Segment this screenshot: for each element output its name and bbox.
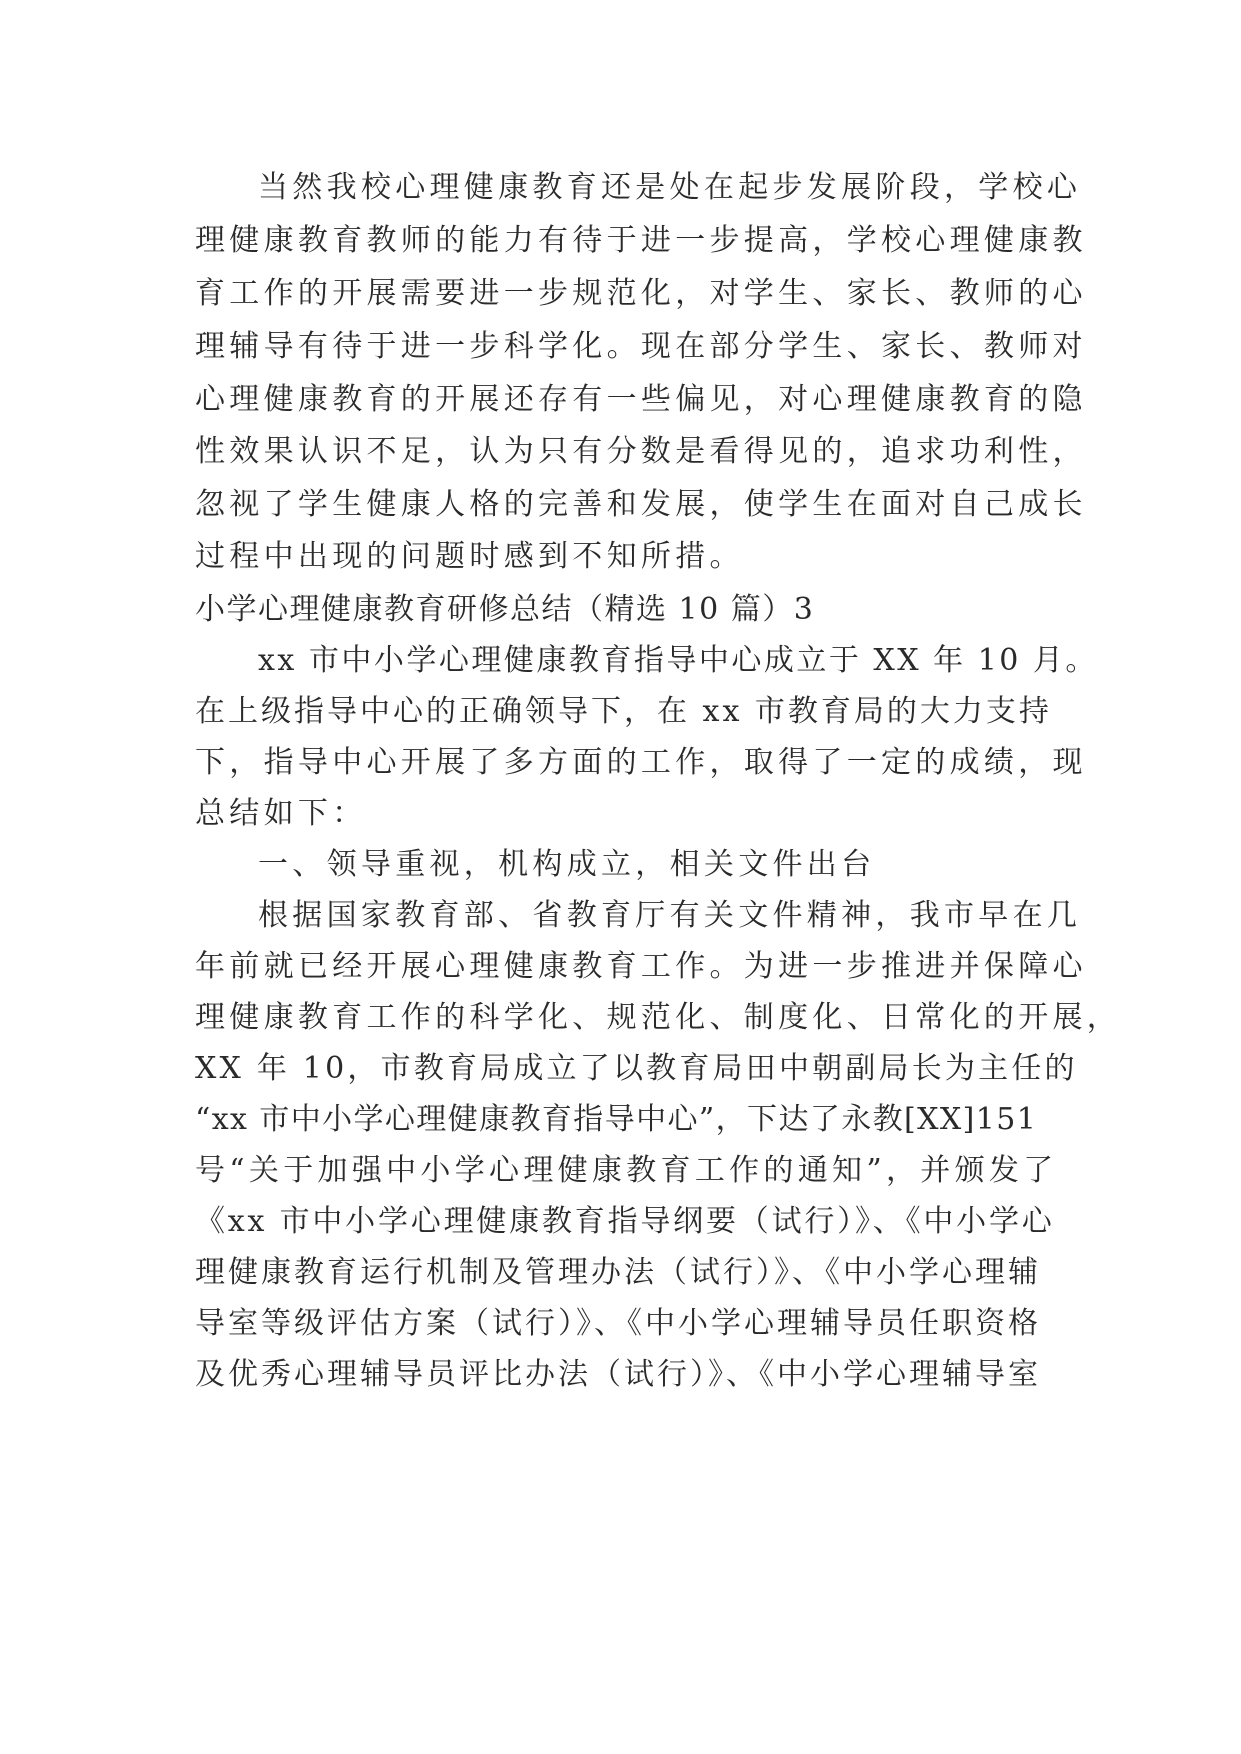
paragraph-line: XX 年 10，市教育局成立了以教育局田中朝副局长为主任的 — [195, 1051, 1078, 1086]
paragraph-line: 理辅导有待于进一步科学化。现在部分学生、家长、教师对 — [195, 329, 1087, 364]
paragraph-line: 在上级指导中心的正确领导下，在 xx 市教育局的大力支持 — [195, 694, 1052, 729]
paragraph-line: 当然我校心理健康教育还是处在起步发展阶段，学校心 — [258, 170, 1082, 205]
paragraph-line: 忽视了学生健康人格的完善和发展，使学生在面对自己成长 — [195, 487, 1087, 522]
paragraph-line: 及优秀心理辅导员评比办法（试行）》、《中小学心理辅导室 — [195, 1357, 1041, 1392]
paragraph-line: 根据国家教育部、省教育厅有关文件精神，我市早在几 — [258, 898, 1082, 933]
paragraph-line: 号“关于加强中小学心理健康教育工作的通知”，并颁发了 — [195, 1153, 1058, 1188]
paragraph-line: 下，指导中心开展了多方面的工作，取得了一定的成绩，现 — [195, 745, 1087, 780]
paragraph-line: 理健康教育运行机制及管理办法（试行）》、《中小学心理辅 — [195, 1255, 1041, 1290]
section-heading: 小学心理健康教育研修总结（精选 10 篇）3 — [195, 592, 815, 627]
paragraph-line: 理健康教育工作的科学化、规范化、制度化、日常化的开展， — [195, 1000, 1122, 1035]
paragraph-line: xx 市中小学心理健康教育指导中心成立于 XX 年 10 月。 — [258, 643, 1098, 678]
paragraph-line: 性效果认识不足，认为只有分数是看得见的，追求功利性， — [195, 434, 1087, 469]
paragraph-line: 年前就已经开展心理健康教育工作。为进一步推进并保障心 — [195, 949, 1087, 984]
paragraph-line: 理健康教育教师的能力有待于进一步提高，学校心理健康教 — [195, 223, 1087, 258]
paragraph-line: 育工作的开展需要进一步规范化，对学生、家长、教师的心 — [195, 276, 1087, 311]
paragraph-line: 《xx 市中小学心理健康教育指导纲要（试行）》、《中小学心 — [195, 1204, 1055, 1239]
paragraph-line: 导室等级评估方案（试行）》、《中小学心理辅导员任职资格 — [195, 1306, 1041, 1341]
paragraph-line: 总结如下： — [195, 796, 367, 831]
subsection-heading: 一、领导重视，机构成立，相关文件出台 — [258, 847, 876, 882]
paragraph-line: 心理健康教育的开展还存有一些偏见，对心理健康教育的隐 — [195, 382, 1087, 417]
paragraph-line: 过程中出现的问题时感到不知所措。 — [195, 539, 744, 574]
paragraph-line: “xx 市中小学心理健康教育指导中心”，下达了永教[XX]151 — [195, 1102, 1038, 1137]
